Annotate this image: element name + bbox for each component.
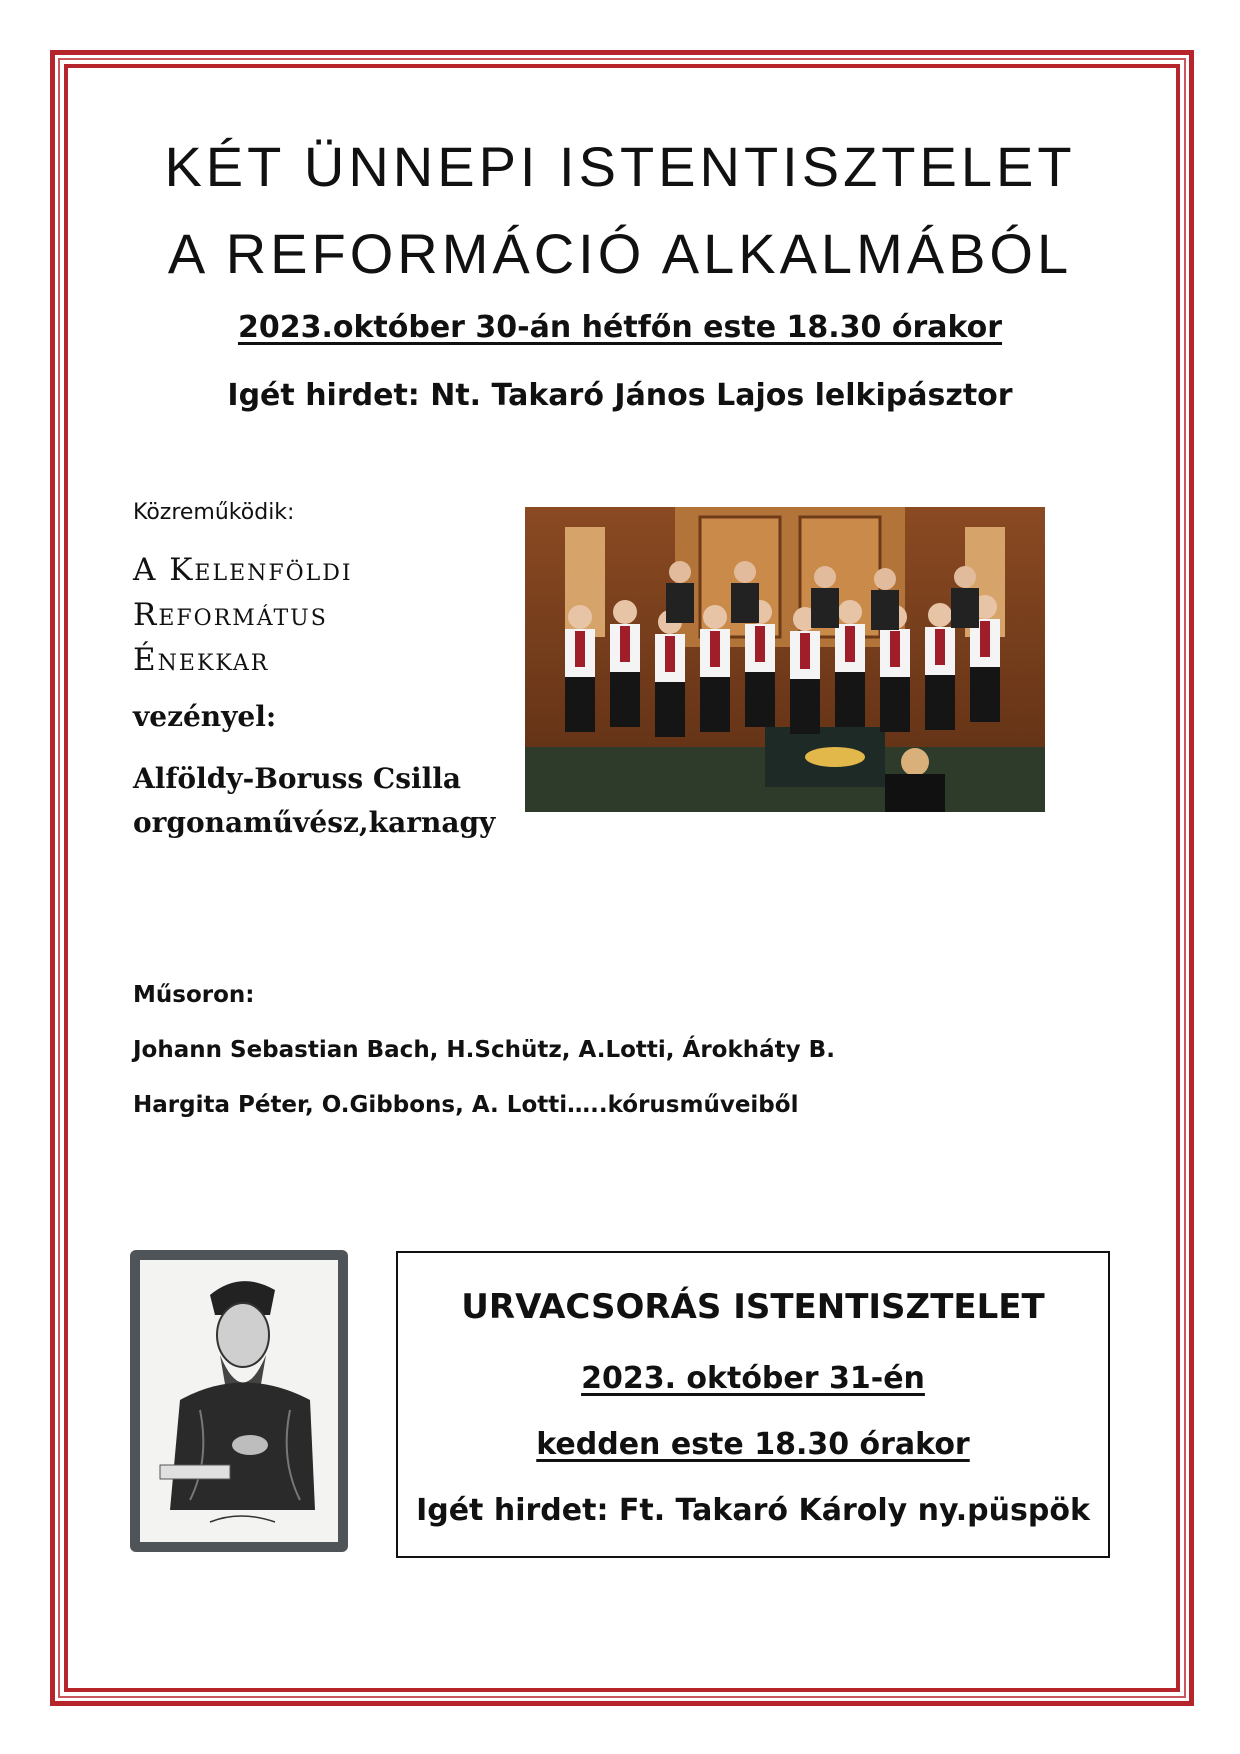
communion-date: 2023. október 31-én — [581, 1361, 925, 1396]
conductor-title: orgonaművész,karnagy — [133, 806, 496, 839]
program-label: Műsoron: — [133, 982, 255, 1008]
choir-name-line: A Kelenföldi — [133, 552, 353, 588]
conductor — [133, 757, 495, 845]
communion-title: URVACSORÁS ISTENTISZTELET — [461, 1287, 1045, 1327]
choir-name-line: Énekkar — [133, 642, 270, 678]
title-line-2: A REFORMÁCIÓ ALKALMÁBÓL — [167, 222, 1073, 285]
service-preacher: Igét hirdet: Nt. Takaró János Lajos lelkipásztor — [227, 378, 1013, 413]
choir-name — [133, 548, 353, 683]
service-date-time: 2023.október 30-án hétfőn este 18.30 órakor — [237, 310, 1003, 345]
portrait-image — [130, 1250, 348, 1552]
conductor-label: vezényel: — [133, 700, 277, 733]
program-line: Johann Sebastian Bach, H.Schütz, A.Lotti, Árokháty B. — [133, 1037, 835, 1063]
choir-photo — [525, 507, 1045, 812]
communion-time: kedden este 18.30 órakor — [536, 1427, 970, 1462]
conductor-name: Alföldy-Boruss Csilla — [133, 762, 462, 795]
communion-service-box — [396, 1251, 1110, 1558]
communion-preacher: Igét hirdet: Ft. Takaró Károly ny.püspök — [416, 1493, 1090, 1528]
contributors-label: Közreműködik: — [133, 500, 295, 525]
title-line-1: KÉT ÜNNEPI ISTENTISZTELET — [164, 135, 1076, 198]
choir-name-line: Református — [133, 597, 328, 633]
program-line: Hargita Péter, O.Gibbons, A. Lotti…..kórusműveiből — [133, 1092, 799, 1118]
